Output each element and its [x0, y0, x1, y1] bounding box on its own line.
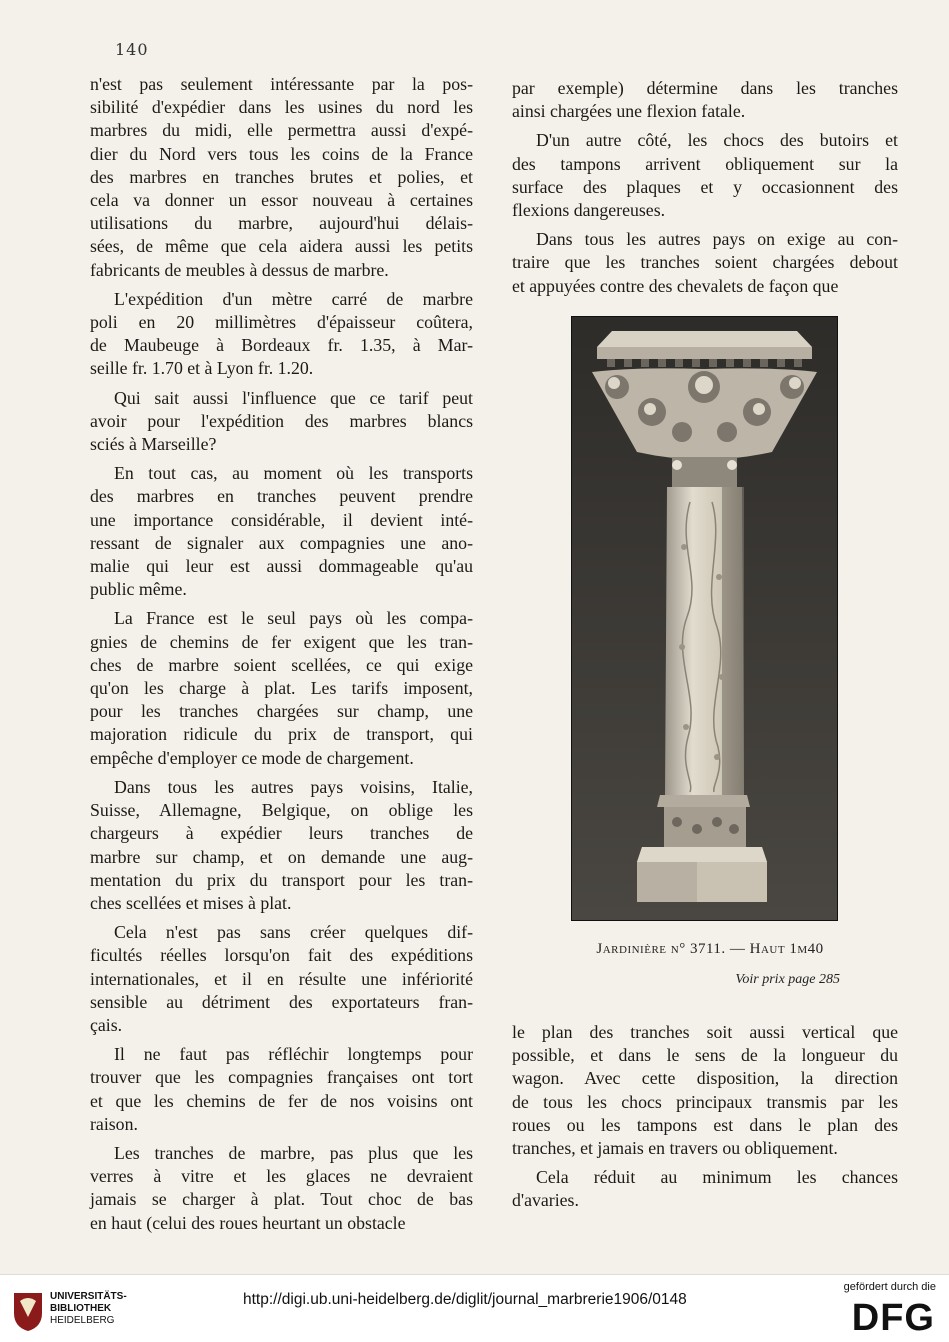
text-line: pour les tranches chargées sur champ, une [90, 701, 473, 722]
text-line: par exemple) détermine dans les tranches [512, 78, 898, 98]
text-line: n'est pas seulement intéressante par la pos- [90, 74, 473, 94]
text-line: le plan des tranches soit aussi vertical que [512, 1022, 898, 1042]
text-line: tranches, et jamais en travers ou obliquement. [512, 1138, 838, 1159]
text-line: En tout cas, au moment où les transports [114, 463, 473, 484]
left-text-column [90, 73, 473, 1241]
text-line: cela va donner un essor nouveau à certaines [90, 190, 473, 211]
text-line: avoir pour l'expédition des marbres blancs [90, 410, 473, 431]
paragraph [90, 921, 473, 1037]
text-line: trouver que les compagnies françaises ont tort [90, 1067, 473, 1088]
text-line: flexions dangereuses. [512, 200, 666, 221]
funded-by-label: gefördert durch die [843, 1281, 936, 1293]
text-line: chargeurs à expédier leurs tranches de [90, 823, 473, 844]
text-line: L'expédition d'un mètre carré de marbre [114, 288, 473, 309]
text-line: et que les chemins de fer de nos voisins ont [90, 1090, 473, 1111]
text-line: seille fr. 1.70 et à Lyon fr. 1.20. [90, 358, 314, 379]
text-line: empêche d'employer ce mode de chargement. [90, 747, 414, 768]
text-line: La France est le seul pays où les compa- [114, 608, 473, 629]
text-line: en haut (celui des roues heurtant un obstacle [90, 1212, 406, 1233]
page-number: 140 [115, 40, 149, 59]
right-text-column-bottom [512, 1021, 898, 1219]
text-line: des tampons arrivent obliquement sur la [512, 153, 898, 174]
text-line: marbres du midi, elle permettra aussi d'expé- [90, 120, 473, 141]
text-line: poli en 20 millimètres d'épaisseur coûtera, [90, 312, 473, 333]
text-line: public même. [90, 579, 187, 600]
text-line: qu'on les charge à plat. Les tarifs imposent, [90, 678, 473, 699]
text-line: et appuyées contre des chevalets de façon que [512, 275, 839, 296]
text-line: sciés à Marseille? [90, 434, 217, 455]
text-line: dier du Nord vers tous les coins de la France [90, 143, 473, 164]
text-line: sibilité d'expédier dans les usines du nord les [90, 97, 473, 118]
jardiniere-illustration [572, 317, 837, 920]
paragraph [512, 1166, 898, 1212]
paragraph [90, 1043, 473, 1136]
text-line: roues ou les tampons est dans le plan des [512, 1114, 898, 1135]
paragraph [512, 129, 898, 222]
figure-price-reference: Voir prix page 285 [735, 972, 840, 987]
text-line: verres à vitre et les glaces ne devraient [90, 1166, 473, 1187]
text-line: de tous les chocs principaux transmis par les [512, 1091, 898, 1112]
figure-caption: Jardinière n° 3711. — Haut 1m40 [596, 941, 824, 957]
text-line: des marbres en tranches peuvent prendre [90, 486, 473, 507]
right-text-column-top [512, 77, 898, 304]
text-line: Cela réduit au minimum les chances [536, 1167, 898, 1188]
text-line: sensible au détriment des exportateurs fran- [90, 991, 473, 1012]
text-line: marbre sur champ, et on demande une aug- [90, 846, 473, 867]
library-logo[interactable] [8, 1287, 127, 1337]
paragraph [512, 1021, 898, 1160]
text-line: ficultés réelles lorsqu'on fait des expéditions [90, 945, 473, 966]
text-line: mentation du prix du transport pour les tran- [90, 869, 473, 890]
text-line: d'avaries. [512, 1190, 579, 1211]
jardiniere-photograph [571, 316, 838, 921]
footer-bar [0, 1274, 949, 1342]
text-line: majoration ridicule du prix de transport, qui [90, 724, 473, 745]
text-line: gnies de chemins de fer exigent que les tran- [90, 631, 473, 652]
text-line: possible, et dans le sens de la longueur du [512, 1045, 898, 1066]
library-name-line2: BIBLIOTHEK [50, 1303, 112, 1314]
text-line: Il ne faut pas réfléchir longtemps pour [114, 1044, 473, 1065]
text-line: jamais se charger à plat. Tout choc de bas [90, 1189, 473, 1210]
text-line: utilisations du marbre, aujourd'hui délais- [90, 213, 473, 234]
text-line: des marbres en tranches brutes et polies, et [90, 166, 473, 187]
heidelberg-crest-icon [8, 1287, 48, 1333]
text-line: traire que les tranches soient chargées debout [512, 252, 898, 273]
paragraph [90, 73, 473, 282]
text-line: Dans tous les autres pays on exige au con- [536, 229, 898, 250]
paragraph [90, 776, 473, 915]
text-line: Dans tous les autres pays voisins, Italie, [114, 776, 473, 797]
text-line: wagon. Avec cette disposition, la direction [512, 1068, 898, 1089]
paragraph [90, 288, 473, 381]
text-line: ainsi chargées une flexion fatale. [512, 101, 746, 122]
paragraph [512, 77, 898, 123]
text-line: Les tranches de marbre, pas plus que les [114, 1142, 473, 1163]
permalink-url[interactable]: http://digi.ub.uni-heidelberg.de/diglit/journal_marbrerie1906/0148 [243, 1291, 687, 1308]
text-line: Qui sait aussi l'influence que ce tarif peut [114, 387, 473, 408]
paragraph [90, 607, 473, 769]
text-line: internationales, et il en résulte une infériorité [90, 968, 473, 989]
dfg-logo[interactable]: DFG [851, 1297, 935, 1339]
text-line: raison. [90, 1113, 138, 1134]
text-line: D'un autre côté, les chocs des butoirs et [536, 130, 898, 151]
text-line: malie qui leur est aussi dommageable qu'au [90, 556, 473, 577]
text-line: fabricants de meubles à dessus de marbre. [90, 259, 389, 280]
text-line: Cela n'est pas sans créer quelques dif- [114, 922, 473, 943]
text-line: Suisse, Allemagne, Belgique, on oblige les [90, 800, 473, 821]
text-line: ressant de signaler aux compagnies une ano- [90, 532, 473, 553]
paragraph [90, 1142, 473, 1235]
library-name-line3: HEIDELBERG [50, 1315, 115, 1326]
paragraph [90, 387, 473, 457]
text-line: surface des plaques et y occasionnent des [512, 176, 898, 197]
text-line: de Maubeuge à Bordeaux fr. 1.35, à Mar- [90, 335, 473, 356]
paragraph [512, 228, 898, 298]
text-line: çais. [90, 1014, 123, 1035]
library-name-line1: UNIVERSITÄTS- [50, 1291, 127, 1302]
text-line: sées, de même que cela aidera aussi les petits [90, 236, 473, 257]
text-line: ches de marbre soient scellées, ce qui exige [90, 654, 473, 675]
text-line: ches scellées et mises à plat. [90, 892, 292, 913]
text-line: une importance considérable, il devient inté- [90, 509, 473, 530]
paragraph [90, 462, 473, 601]
